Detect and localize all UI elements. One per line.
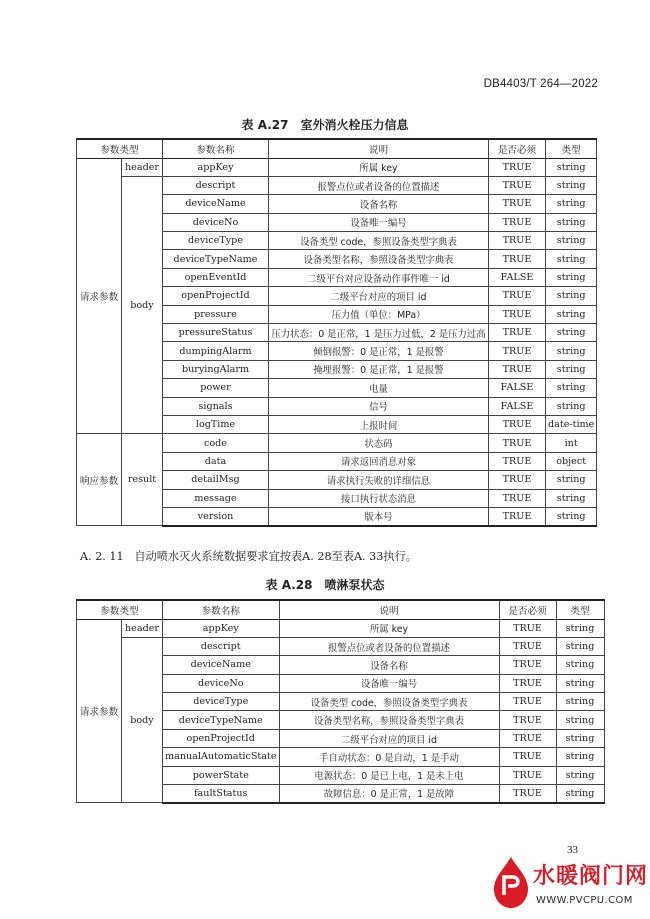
required-cell: TRUE [489, 507, 546, 525]
required-cell: TRUE [489, 489, 546, 507]
param-name-cell: message [163, 489, 269, 507]
type-cell: string [546, 489, 597, 507]
param-name-cell: descript [163, 176, 269, 194]
col-param-name: 参数名称 [163, 600, 280, 619]
table-header-row [77, 139, 597, 158]
site-watermark-logo [488, 855, 648, 915]
table-row [77, 176, 597, 194]
param-name-cell: dumpingAlarm [163, 342, 269, 360]
required-cell: TRUE [499, 729, 556, 747]
table-row [77, 434, 597, 452]
required-cell: FALSE [489, 268, 546, 286]
col-required: 是否必须 [489, 139, 546, 158]
param-description-cell: 压力状态：0 是正常，1 是压力过低，2 是压力过高 [269, 324, 489, 342]
type-cell: string [546, 305, 597, 323]
param-description-cell: 请求返回消息对象 [269, 452, 489, 470]
type-cell: string [546, 379, 597, 397]
param-name-cell: appKey [163, 619, 280, 637]
clause-text: 自动喷水灭火系统数据要求宜按表A. 28至表A. 33执行。 [134, 550, 417, 563]
param-description-cell: 设备名称 [279, 656, 499, 674]
type-cell: string [556, 656, 604, 674]
type-cell: string [556, 729, 604, 747]
param-description-cell: 二级平台对应的项目 id [279, 729, 499, 747]
type-cell: string [546, 507, 597, 525]
param-section-label: result [122, 434, 163, 526]
param-name-cell: data [163, 452, 269, 470]
param-name-cell: deviceType [163, 693, 280, 711]
required-cell: TRUE [499, 656, 556, 674]
type-cell: string [556, 766, 604, 784]
param-description-cell: 设备类型名称，参照设备类型字典表 [269, 250, 489, 268]
table-row [77, 637, 605, 655]
type-cell: string [546, 471, 597, 489]
type-cell: string [546, 360, 597, 378]
param-description-cell: 二级平台对应的项目 id [269, 287, 489, 305]
param-name-cell: openProjectId [163, 729, 280, 747]
required-cell: TRUE [499, 711, 556, 729]
param-section-label: body [122, 176, 163, 433]
col-param-type: 参数类型 [77, 600, 163, 619]
document-code: DB4403/T 264—2022 [483, 78, 598, 90]
required-cell: TRUE [499, 693, 556, 711]
param-name-cell: signals [163, 397, 269, 415]
col-type: 类型 [556, 600, 604, 619]
required-cell: FALSE [489, 397, 546, 415]
required-cell: TRUE [489, 471, 546, 489]
required-cell: TRUE [489, 452, 546, 470]
col-type: 类型 [546, 139, 597, 158]
type-cell: string [546, 268, 597, 286]
param-description-cell: 故障信息：0 是正常，1 是故障 [279, 785, 499, 803]
required-cell: TRUE [499, 766, 556, 784]
required-cell: TRUE [489, 250, 546, 268]
type-cell: string [556, 619, 604, 637]
param-description-cell: 所属 key [269, 158, 489, 176]
required-cell: TRUE [489, 324, 546, 342]
col-description: 说明 [269, 139, 489, 158]
table-a28-title: 表 A.28 喷淋泵状态 [265, 578, 385, 592]
table-a27 [76, 138, 597, 527]
param-description-cell: 设备唯一编号 [269, 213, 489, 231]
type-cell: string [546, 250, 597, 268]
param-description-cell: 掩埋报警：0 是正常，1 是报警 [269, 360, 489, 378]
param-name-cell: logTime [163, 415, 269, 433]
param-name-cell: descript [163, 637, 280, 655]
type-cell: string [546, 342, 597, 360]
param-name-cell: openEventId [163, 268, 269, 286]
param-section-label: header [122, 619, 163, 637]
required-cell: TRUE [489, 360, 546, 378]
param-description-cell: 报警点位或者设备的位置描述 [279, 637, 499, 655]
param-name-cell: openProjectId [163, 287, 269, 305]
param-name-cell: version [163, 507, 269, 525]
type-cell: string [546, 232, 597, 250]
param-description-cell: 电量 [269, 379, 489, 397]
param-name-cell: deviceTypeName [163, 250, 269, 268]
param-name-cell: pressure [163, 305, 269, 323]
type-cell: string [546, 213, 597, 231]
param-name-cell: deviceNo [163, 674, 280, 692]
param-description-cell: 所属 key [279, 619, 499, 637]
param-name-cell: deviceType [163, 232, 269, 250]
required-cell: TRUE [489, 195, 546, 213]
clause-number: A. 2. 11 [80, 550, 124, 563]
clause-a2-11 [80, 548, 417, 564]
param-name-cell: deviceNo [163, 213, 269, 231]
param-description-cell: 设备唯一编号 [279, 674, 499, 692]
type-cell: string [546, 287, 597, 305]
type-cell: string [546, 158, 597, 176]
param-description-cell: 设备名称 [269, 195, 489, 213]
table-a27-title: 表 A.27 室外消火栓压力信息 [241, 118, 409, 132]
type-cell: string [546, 195, 597, 213]
col-description: 说明 [279, 600, 499, 619]
table-a28 [76, 599, 605, 804]
param-description-cell: 设备类型 code，参照设备类型字典表 [279, 693, 499, 711]
required-cell: TRUE [499, 637, 556, 655]
required-cell: TRUE [489, 176, 546, 194]
param-description-cell: 电源状态：0 是已上电，1 是未上电 [279, 766, 499, 784]
type-cell: date-time [546, 415, 597, 433]
param-description-cell: 接口执行状态消息 [269, 489, 489, 507]
table-row [77, 158, 597, 176]
param-description-cell: 设备类型名称，参照设备类型字典表 [279, 711, 499, 729]
type-cell: string [556, 693, 604, 711]
required-cell: TRUE [489, 232, 546, 250]
required-cell: FALSE [489, 379, 546, 397]
param-name-cell: powerState [163, 766, 280, 784]
param-name-cell: appKey [163, 158, 269, 176]
pvcpu-logo-icon [488, 855, 534, 911]
type-cell: string [546, 397, 597, 415]
param-description-cell: 状态码 [269, 434, 489, 452]
param-name-cell: detailMsg [163, 471, 269, 489]
col-param-type: 参数类型 [77, 139, 163, 158]
type-cell: string [556, 711, 604, 729]
watermark-brand: 水暖阀门网 [533, 864, 649, 889]
param-description-cell: 请求执行失败的详细信息 [269, 471, 489, 489]
required-cell: TRUE [499, 785, 556, 803]
param-name-cell: deviceName [163, 195, 269, 213]
type-cell: int [546, 434, 597, 452]
col-param-name: 参数名称 [163, 139, 269, 158]
required-cell: TRUE [499, 619, 556, 637]
required-cell: TRUE [489, 213, 546, 231]
param-name-cell: deviceName [163, 656, 280, 674]
param-description-cell: 二级平台对应设备动作事件唯一 id [269, 268, 489, 286]
type-cell: string [556, 785, 604, 803]
param-description-cell: 报警点位或者设备的位置描述 [269, 176, 489, 194]
watermark-url: WWW.PVCPU.COM [536, 895, 633, 906]
param-description-cell: 上报时间 [269, 415, 489, 433]
type-cell: string [556, 674, 604, 692]
type-cell: string [556, 637, 604, 655]
param-group-label: 请求参数 [77, 158, 122, 434]
param-name-cell: pressureStatus [163, 324, 269, 342]
required-cell: TRUE [489, 415, 546, 433]
param-description-cell: 压力值（单位：MPa） [269, 305, 489, 323]
table-row [77, 619, 605, 637]
param-name-cell: deviceTypeName [163, 711, 280, 729]
param-name-cell: faultStatus [163, 785, 280, 803]
param-name-cell: power [163, 379, 269, 397]
param-group-label: 响应参数 [77, 434, 122, 526]
param-description-cell: 手自动状态：0 是自动，1 是手动 [279, 748, 499, 766]
page-number: 33 [567, 844, 578, 856]
type-cell: string [556, 748, 604, 766]
required-cell: TRUE [489, 287, 546, 305]
type-cell: string [546, 176, 597, 194]
type-cell: object [546, 452, 597, 470]
param-group-label: 请求参数 [77, 619, 122, 803]
required-cell: TRUE [499, 674, 556, 692]
param-name-cell: manualAutomaticState [163, 748, 280, 766]
col-required: 是否必须 [499, 600, 556, 619]
required-cell: TRUE [489, 342, 546, 360]
param-section-label: body [122, 637, 163, 803]
param-name-cell: code [163, 434, 269, 452]
table-header-row [77, 600, 605, 619]
param-description-cell: 设备类型 code，参照设备类型字典表 [269, 232, 489, 250]
param-description-cell: 信号 [269, 397, 489, 415]
param-description-cell: 版本号 [269, 507, 489, 525]
param-description-cell: 倾倒报警：0 是正常，1 是报警 [269, 342, 489, 360]
required-cell: TRUE [489, 305, 546, 323]
required-cell: TRUE [489, 158, 546, 176]
required-cell: TRUE [499, 748, 556, 766]
param-section-label: header [122, 158, 163, 176]
param-name-cell: buryingAlarm [163, 360, 269, 378]
required-cell: TRUE [489, 434, 546, 452]
type-cell: string [546, 324, 597, 342]
